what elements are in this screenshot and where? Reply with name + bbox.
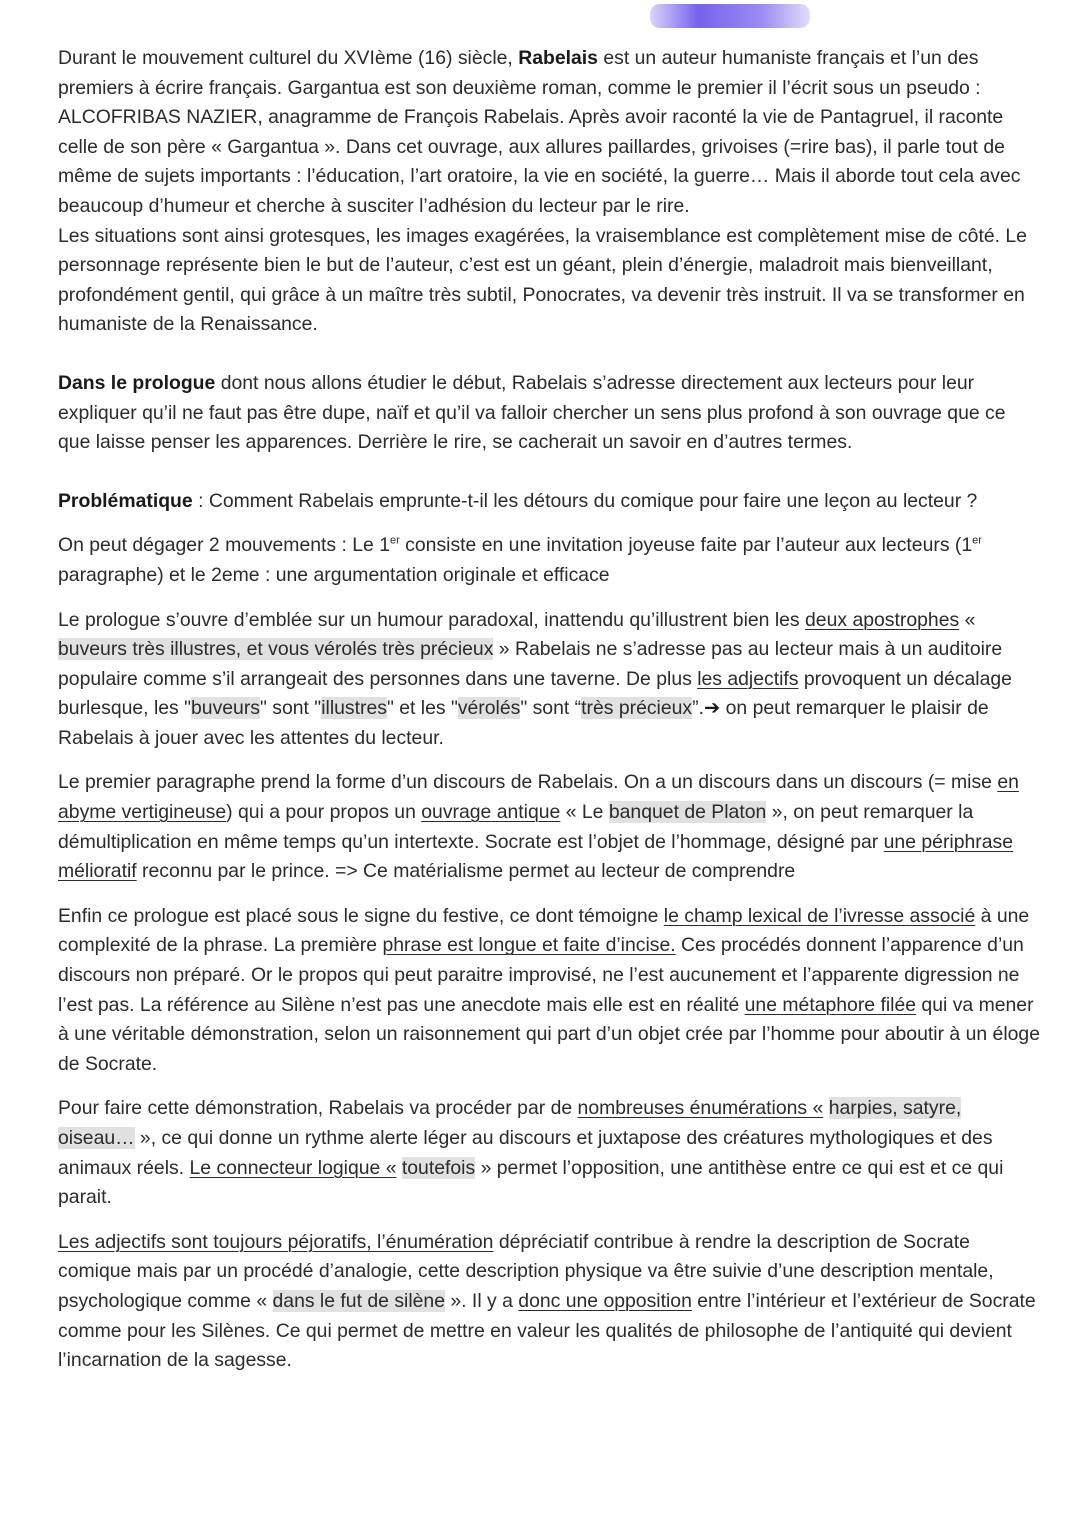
underlined-text: ouvrage antique — [421, 801, 561, 824]
highlighted-quote: toutefois — [401, 1156, 476, 1179]
text-run: « — [959, 608, 976, 631]
text-run: Durant le mouvement culturel du XVIème (16) siècle, — [58, 47, 519, 69]
underlined-text: en abyme vertigineuse — [58, 771, 1019, 824]
document-page — [58, 44, 1040, 1376]
text-run: Enfin ce prologue est placé sous le signe du festive, ce dont témoigne — [58, 904, 664, 927]
prologue-heading: Dans le prologue — [58, 371, 216, 394]
text-run — [823, 1097, 828, 1119]
adjectifs-paragraph — [58, 1228, 1040, 1376]
text-run: : Comment Rabelais emprunte-t-il les détours du comique pour faire une leçon au lecteur ? — [192, 489, 978, 512]
text-run: " sont “ — [520, 697, 582, 720]
highlighted-quote: buveurs très illustres, et vous vérolés très précieux — [58, 638, 494, 661]
text-run: Le prologue s’ouvre d’emblée sur un humour paradoxal, inattendu qu’illustrent bien les — [58, 608, 806, 631]
discours-paragraph — [58, 768, 1040, 886]
text-run: » permet l’opposition, une antithèse entre ce qui est et ce qui parait. — [58, 1156, 1004, 1209]
demonstration-paragraph — [58, 1094, 1040, 1212]
superscript: er — [972, 534, 982, 547]
text-run: » Rabelais ne s’adresse pas au lecteur mais à un auditoire populaire comme s’il arrangeait des personnes dans une taverne. De plus — [58, 638, 1003, 690]
problematique-paragraph — [58, 487, 1040, 517]
underlined-text: Le connecteur logique « — [189, 1156, 397, 1179]
highlighted-quote: vérolés — [457, 697, 521, 720]
underlined-text: donc une opposition — [518, 1289, 692, 1312]
arrow-icon: ➔ — [704, 697, 721, 720]
mouvements-paragraph — [58, 531, 1040, 590]
text-run: dépréciatif contribue à rendre la description de Socrate comique mais par un procédé d’analogie, cette description physique va être suivie d’une description mentale, psychologique comme « — [58, 1230, 994, 1312]
highlighted-quote: harpies, satyre, oiseau… — [58, 1097, 962, 1149]
text-run: dont nous allons étudier le début, Rabelais s’adresse directement aux lecteurs pour leur expliquer qu’il ne faut pas être dupe, naïf et qu’il va falloir chercher un sens plus profond à son ouvrage que ce que laisse penser les apparences. Derrière le rire, se cacherait un savoir en d’autres termes. — [58, 371, 1006, 454]
text-run: ”. — [692, 697, 704, 720]
highlighted-quote: banquet de Platon — [608, 801, 767, 824]
text-run: consiste en une invitation joyeuse faite par l’auteur aux lecteurs (1 — [399, 534, 973, 557]
problematique-label: Problématique — [58, 489, 193, 512]
underlined-text: les adjectifs — [697, 667, 799, 690]
text-run: reconnu par le prince. => Ce matérialisme permet au lecteur de comprendre — [136, 860, 796, 883]
apostrophes-paragraph — [58, 606, 1040, 754]
text-run: qui va mener à une véritable démonstration, selon un raisonnement qui part d’un objet crée par l’homme pour aboutir à un éloge de Socrate. — [58, 993, 1040, 1075]
text-run: " et les " — [386, 697, 458, 720]
text-run: Le premier paragraphe prend la forme d’un discours de Rabelais. On a un discours dans un discours (= mise — [58, 771, 998, 794]
text-run: est un auteur humaniste français et l’un des premiers à écrire français. Gargantua est son deuxième roman, comme le premier il l’écrit sous un pseudo : ALCOFRIBAS NAZIER, anagramme de François Rabelais. Après avoir raconté la vie de Pantagruel, il raconte celle de son père « Gargantua ». Dans cet ouvrage, aux allures paillardes, grivoises (=rire bas), il parle tout de même de sujets importants : l’éducation, l’art oratoire, la vie en société, la guerre… Mais il aborde tout cela avec beaucoup d’humeur et cherche à susciter l’adhésion du lecteur par le rire. — [58, 47, 1021, 217]
intro-paragraph-2: Les situations sont ainsi grotesques, les images exagérées, la vraisemblance est complètement mise de côté. Le personnage représente bien le but de l’auteur, c’est est un géant, plein d’énergie, maladroit mais bienveillant, profondément gentil, qui grâce à un maître très subtil, Ponocrates, va devenir très instruit. Il va se transformer en humaniste de la Renaissance. — [58, 224, 1027, 336]
superscript: er — [390, 534, 400, 547]
highlighted-quote: illustres — [321, 697, 387, 720]
text-run: ». Il y a — [444, 1289, 519, 1312]
text-run: entre l’intérieur et l’extérieur de Socrate comme pour les Silènes. Ce qui permet de mettre en valeur les qualités de philosophe de l’antiquité qui devient l’incarnation de la sagesse. — [58, 1289, 1036, 1372]
text-run: à une complexité de la phrase. La première — [58, 904, 1030, 957]
underlined-text: phrase est longue et faite d’incise. — [382, 934, 676, 957]
text-run: », on peut remarquer la démultiplication en même temps qu’un intertexte. Socrate est l’objet de l’hommage, désigné par — [58, 801, 974, 853]
text-run: On peut dégager 2 mouvements : Le 1 — [58, 534, 391, 557]
text-run: « Le — [560, 801, 609, 824]
text-run: Ces procédés donnent l’apparence d’un discours non préparé. Or le propos qui peut paraitre improvisé, ne l’est aucunement et l’apparente digression ne l’est pas. La référence au Silène n’est pas une anecdote mais elle est en réalité — [58, 934, 1024, 1016]
highlighter-mark — [650, 4, 810, 28]
highlighted-quote: dans le fut de silène — [272, 1289, 445, 1312]
underlined-text: Les adjectifs sont toujours péjoratifs, l’énumération — [58, 1230, 494, 1253]
author-name: Rabelais — [518, 47, 598, 69]
underlined-text: une métaphore filée — [744, 993, 917, 1016]
underlined-text: deux apostrophes — [805, 608, 960, 631]
text-run: " sont " — [260, 697, 322, 720]
text-run: », ce qui donne un rythme alerte léger au discours et juxtapose des créatures mythologiques et des animaux réels. — [58, 1127, 993, 1179]
underlined-text: le champ lexical de l’ivresse associé — [663, 904, 976, 927]
text-run: provoquent un décalage burlesque, les " — [58, 667, 1012, 720]
prologue-paragraph — [58, 369, 1040, 458]
text-run: Pour faire cette démonstration, Rabelais va procéder par de — [58, 1097, 578, 1120]
festive-paragraph — [58, 902, 1040, 1080]
intro-paragraph — [58, 44, 1040, 222]
text-run: paragraphe) et le 2eme : une argumentation originale et efficace — [58, 563, 610, 586]
underlined-text: une périphrase mélioratif — [58, 830, 1014, 883]
highlighted-quote: buveurs — [191, 697, 260, 720]
underlined-text: nombreuses énumérations « — [577, 1097, 824, 1120]
highlighted-quote: très précieux — [581, 697, 693, 720]
text-run: ) qui a pour propos un — [226, 801, 422, 824]
text-run: on peut remarquer le plaisir de Rabelais à jouer avec les attentes du lecteur. — [58, 697, 989, 749]
